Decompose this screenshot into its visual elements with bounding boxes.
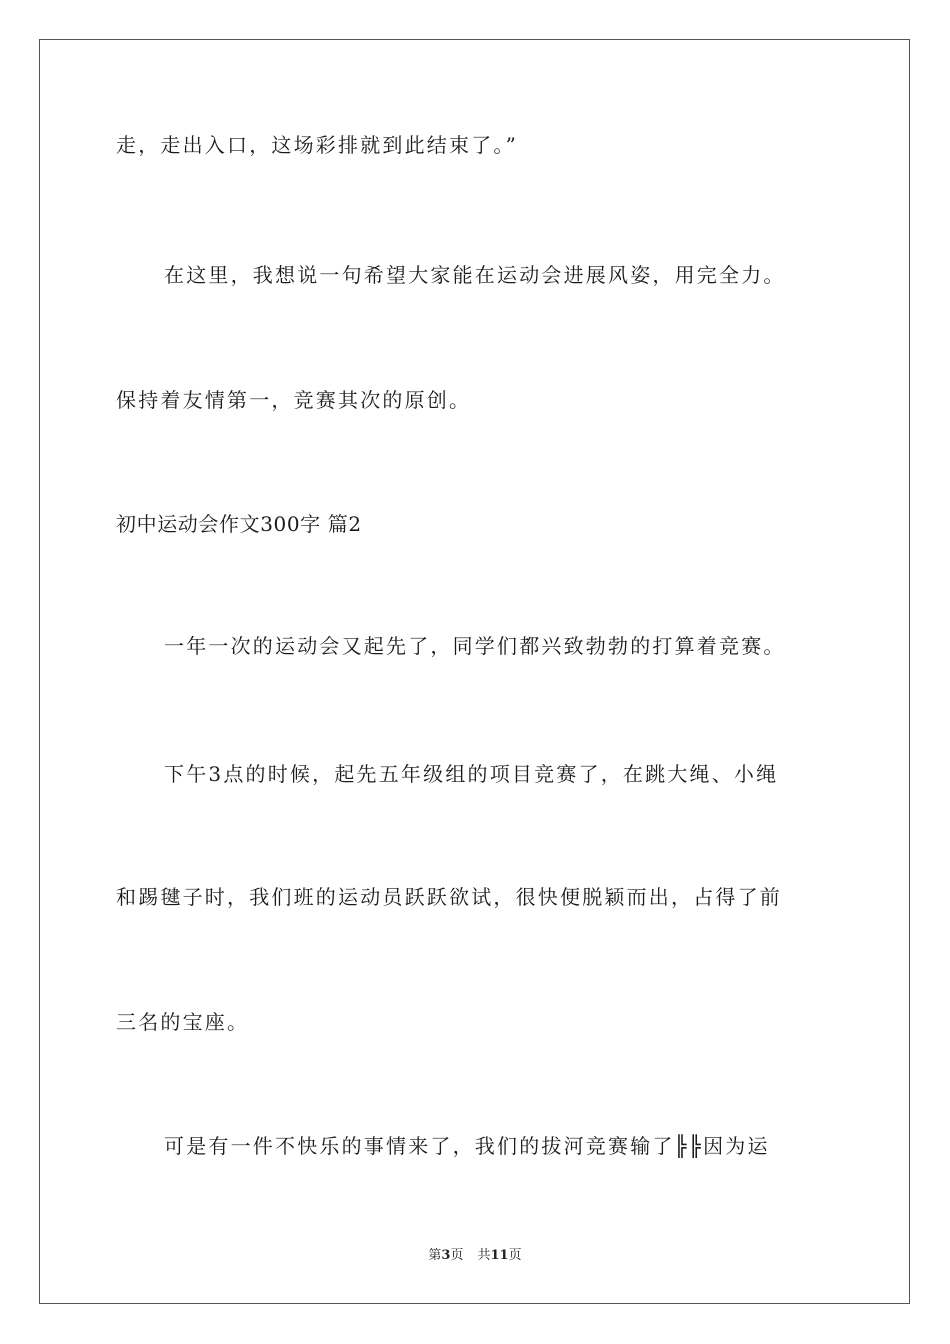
section-heading: 初中运动会作文300字 篇2 bbox=[116, 512, 362, 536]
text-line-8: 三名的宝座。 bbox=[116, 1010, 250, 1034]
footer-total-suffix: 页 bbox=[508, 1248, 522, 1263]
footer-page-number: 3 bbox=[441, 1248, 451, 1263]
text-line-1: 走，走出入口，这场彩排就到此结束了。” bbox=[116, 133, 519, 157]
footer-page-prefix: 第 bbox=[428, 1248, 442, 1263]
text-line-3: 保持着友情第一，竞赛其次的原创。 bbox=[116, 388, 472, 412]
page-frame bbox=[39, 39, 910, 1304]
footer-total-prefix: 共 bbox=[477, 1248, 491, 1263]
text-line-5: 一年一次的运动会又起先了，同学们都兴致勃勃的打算着竞赛。 bbox=[164, 634, 786, 658]
page-footer bbox=[0, 1248, 950, 1264]
text-line-2: 在这里，我想说一句希望大家能在运动会进展风姿，用完全力。 bbox=[164, 263, 786, 287]
text-line-6: 下午3点的时候，起先五年级组的项目竞赛了，在跳大绳、小绳 bbox=[164, 762, 779, 786]
text-line-9: 可是有一件不快乐的事情来了，我们的拔河竞赛输了╠╠因为运 bbox=[164, 1134, 770, 1158]
footer-total-number: 11 bbox=[490, 1248, 509, 1263]
footer-page-suffix: 页 bbox=[450, 1248, 464, 1263]
text-line-7: 和踢毽子时，我们班的运动员跃跃欲试，很快便脱颖而出，占得了前 bbox=[116, 885, 782, 909]
